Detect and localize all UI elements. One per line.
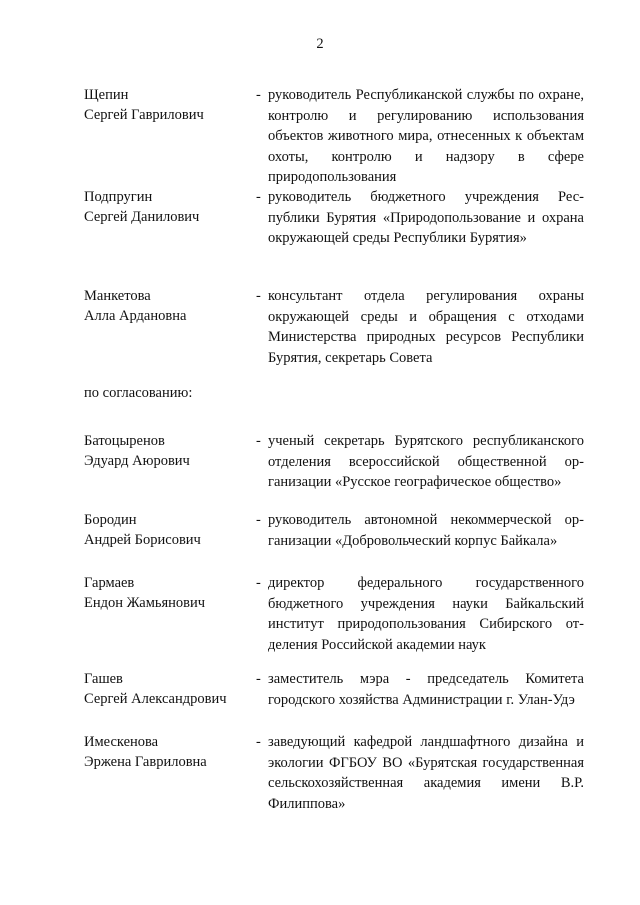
member-name: Имескенова Эржена Гавриловна	[84, 734, 207, 770]
member-name: Бородин Андрей Борисович	[84, 512, 201, 548]
member-description: руководитель Республиканской службы по охране, контролю и регулированию использования объектов животного мира, отнесенных к объектам охоты, контролю и надзору в сфере природопользования	[268, 87, 584, 185]
page-number: 2	[316, 36, 324, 52]
member-description: заведующий кафедрой ландшафтного дизайна и экологии ФГБОУ ВО «Бурятская государственная сельскохозяйственная академия имени В.Р. Филиппова»	[268, 734, 584, 812]
member-name: Манкетова Алла Ардановна	[84, 288, 187, 324]
member-dash: -	[256, 512, 261, 528]
member-dash: -	[256, 671, 261, 687]
member-name: Подпругин Сергей Данилович	[84, 189, 200, 225]
member-description: руководитель автономной некоммерческой организации «Добровольческий корпус Байкала»	[268, 512, 584, 549]
section-label-agreement: по согласованию:	[84, 385, 193, 401]
member-description: директор федерального государственного бюджетного учреждения науки Байкальский институт природопользования Сибирского отделения Российской академии наук	[268, 575, 584, 653]
member-dash: -	[256, 87, 261, 103]
member-dash: -	[256, 734, 261, 750]
member-dash: -	[256, 575, 261, 591]
member-description: консультант отдела регулирования охраны окружающей среды и обращения с отходами Министерства природных ресурсов Республики Бурятия, секретарь Совета	[268, 288, 584, 366]
member-description: руководитель бюджетного учреждения Республики Бурятия «Природопользование и охрана окружающей среды Республики Бурятия»	[268, 189, 584, 246]
member-dash: -	[256, 288, 261, 304]
member-dash: -	[256, 189, 261, 205]
member-description: ученый секретарь Бурятского республиканского отделения всероссийской общественной организации «Русское географическое общество»	[268, 433, 584, 490]
member-description: заместитель мэра - председатель Комитета городского хозяйства Администрации г. Улан-Удэ	[268, 671, 584, 708]
member-name: Гармаев Ендон Жамьянович	[84, 575, 206, 611]
member-name: Щепин Сергей Гаврилович	[84, 87, 204, 123]
member-name: Гашев Сергей Александрович	[84, 671, 227, 707]
member-dash: -	[256, 433, 261, 449]
member-name: Батоцыренов Эдуард Аюрович	[84, 433, 190, 469]
